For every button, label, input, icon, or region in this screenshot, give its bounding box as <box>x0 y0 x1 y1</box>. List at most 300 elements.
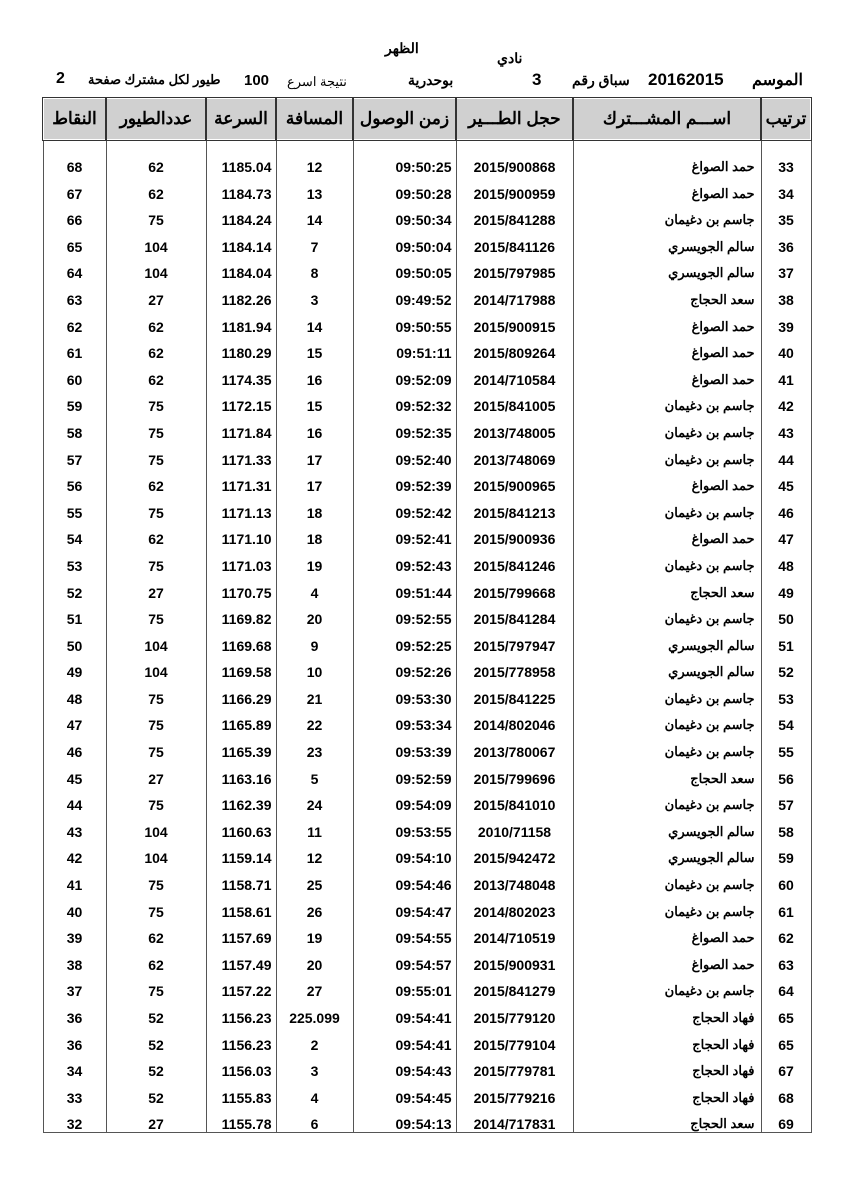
cell-speed: 1169.68 <box>206 627 276 654</box>
cell-pts: 60 <box>43 361 106 388</box>
cell-dist: 14 <box>276 308 353 335</box>
cell-ring: 2015/942472 <box>456 840 573 867</box>
cell-speed: 1155.78 <box>206 1106 276 1133</box>
cell-rank: 57 <box>761 787 811 814</box>
cell-time: 09:51:11 <box>353 335 456 362</box>
cell-dist: 14 <box>276 202 353 229</box>
cell-birds: 75 <box>106 707 206 734</box>
cell-birds: 75 <box>106 680 206 707</box>
cell-dist: 3 <box>276 281 353 308</box>
cell-dist: 18 <box>276 494 353 521</box>
cell-speed: 1171.84 <box>206 414 276 441</box>
cell-time: 09:54:47 <box>353 893 456 920</box>
cell-dist: 2 <box>276 1026 353 1053</box>
cell-speed: 1174.35 <box>206 361 276 388</box>
cell-time: 09:52:25 <box>353 627 456 654</box>
cell-dist: 25 <box>276 866 353 893</box>
cell-speed: 1169.58 <box>206 654 276 681</box>
cell-speed: 1171.10 <box>206 521 276 548</box>
cell-name: حمد الصواغ <box>573 308 761 335</box>
cell-pts: 34 <box>43 1053 106 1080</box>
cell-name: جاسم بن دغيمان <box>573 680 761 707</box>
table-row <box>43 361 811 388</box>
cell-birds: 75 <box>106 441 206 468</box>
per-page-label: طيور لكل مشترك صفحة <box>88 72 221 87</box>
cell-rank: 35 <box>761 202 811 229</box>
cell-birds: 62 <box>106 335 206 362</box>
table-row <box>43 308 811 335</box>
cell-time: 09:54:45 <box>353 1079 456 1106</box>
cell-rank: 38 <box>761 281 811 308</box>
cell-birds: 27 <box>106 1106 206 1133</box>
cell-ring: 2015/841279 <box>456 973 573 1000</box>
cell-dist: 19 <box>276 920 353 947</box>
cell-time: 09:54:10 <box>353 840 456 867</box>
page-number: 2 <box>56 70 65 87</box>
cell-ring: 2015/841005 <box>456 388 573 415</box>
table-row <box>43 707 811 734</box>
cell-speed: 1166.29 <box>206 680 276 707</box>
cell-ring: 2015/779781 <box>456 1053 573 1080</box>
cell-birds: 104 <box>106 255 206 282</box>
cell-name: سالم الجويسري <box>573 813 761 840</box>
result-label: نتيجة اسرع <box>287 74 347 89</box>
cell-rank: 63 <box>761 946 811 973</box>
column-header-pts: النقاط <box>43 98 106 140</box>
cell-speed: 1182.26 <box>206 281 276 308</box>
cell-time: 09:52:35 <box>353 414 456 441</box>
table-row <box>43 866 811 893</box>
cell-ring: 2015/841225 <box>456 680 573 707</box>
cell-dist: 22 <box>276 707 353 734</box>
cell-speed: 1171.03 <box>206 547 276 574</box>
cell-pts: 36 <box>43 1026 106 1053</box>
cell-ring: 2014/710584 <box>456 361 573 388</box>
table-row <box>43 813 811 840</box>
table-row <box>43 228 811 255</box>
cell-time: 09:54:09 <box>353 787 456 814</box>
cell-dist: 10 <box>276 654 353 681</box>
cell-birds: 75 <box>106 388 206 415</box>
cell-speed: 1156.23 <box>206 1026 276 1053</box>
season-value: 20162015 <box>648 70 724 89</box>
cell-pts: 49 <box>43 654 106 681</box>
cell-pts: 39 <box>43 920 106 947</box>
cell-dist: 15 <box>276 335 353 362</box>
cell-ring: 2015/900931 <box>456 946 573 973</box>
cell-dist: 5 <box>276 760 353 787</box>
cell-time: 09:52:55 <box>353 601 456 628</box>
cell-pts: 46 <box>43 733 106 760</box>
race-label: سباق رقم <box>572 72 630 88</box>
cell-birds: 75 <box>106 866 206 893</box>
cell-speed: 1171.33 <box>206 441 276 468</box>
table-row <box>43 547 811 574</box>
cell-speed: 1169.82 <box>206 601 276 628</box>
cell-dist: 24 <box>276 787 353 814</box>
cell-pts: 54 <box>43 521 106 548</box>
cell-rank: 44 <box>761 441 811 468</box>
cell-speed: 1156.03 <box>206 1053 276 1080</box>
cell-time: 09:49:52 <box>353 281 456 308</box>
cell-ring: 2015/841126 <box>456 228 573 255</box>
cell-birds: 75 <box>106 973 206 1000</box>
cell-speed: 1163.16 <box>206 760 276 787</box>
table-row <box>43 760 811 787</box>
cell-ring: 2015/900965 <box>456 468 573 495</box>
cell-rank: 69 <box>761 1106 811 1133</box>
cell-name: فهاد الحجاج <box>573 1026 761 1053</box>
cell-pts: 52 <box>43 574 106 601</box>
cell-time: 09:50:25 <box>353 140 456 175</box>
table-row <box>43 601 811 628</box>
cell-rank: 42 <box>761 388 811 415</box>
cell-rank: 56 <box>761 760 811 787</box>
cell-speed: 1160.63 <box>206 813 276 840</box>
cell-speed: 1170.75 <box>206 574 276 601</box>
cell-name: جاسم بن دغيمان <box>573 733 761 760</box>
cell-dist: 3 <box>276 1053 353 1080</box>
cell-time: 09:52:43 <box>353 547 456 574</box>
cell-birds: 62 <box>106 521 206 548</box>
cell-pts: 50 <box>43 627 106 654</box>
cell-rank: 47 <box>761 521 811 548</box>
cell-name: جاسم بن دغيمان <box>573 893 761 920</box>
table-row <box>43 175 811 202</box>
cell-birds: 75 <box>106 893 206 920</box>
cell-time: 09:52:39 <box>353 468 456 495</box>
cell-birds: 62 <box>106 946 206 973</box>
table-row <box>43 281 811 308</box>
cell-speed: 1159.14 <box>206 840 276 867</box>
cell-ring: 2014/710519 <box>456 920 573 947</box>
cell-ring: 2015/797947 <box>456 627 573 654</box>
cell-time: 09:54:43 <box>353 1053 456 1080</box>
cell-name: جاسم بن دغيمان <box>573 787 761 814</box>
results-table <box>42 97 812 1133</box>
cell-speed: 1171.31 <box>206 468 276 495</box>
cell-pts: 32 <box>43 1106 106 1133</box>
table-row <box>43 202 811 229</box>
cell-birds: 27 <box>106 574 206 601</box>
table-row <box>43 441 811 468</box>
cell-name: سعد الحجاج <box>573 760 761 787</box>
table-row <box>43 733 811 760</box>
cell-pts: 47 <box>43 707 106 734</box>
cell-dist: 6 <box>276 1106 353 1133</box>
cell-dist: 26 <box>276 893 353 920</box>
cell-dist: 4 <box>276 1079 353 1106</box>
cell-birds: 52 <box>106 999 206 1026</box>
cell-dist: 4 <box>276 574 353 601</box>
table-row <box>43 1026 811 1053</box>
cell-ring: 2015/779104 <box>456 1026 573 1053</box>
table-row <box>43 468 811 495</box>
cell-ring: 2014/802023 <box>456 893 573 920</box>
table-row <box>43 414 811 441</box>
cell-name: جاسم بن دغيمان <box>573 441 761 468</box>
cell-dist: 17 <box>276 441 353 468</box>
cell-rank: 48 <box>761 547 811 574</box>
cell-ring: 2015/900936 <box>456 521 573 548</box>
cell-ring: 2015/809264 <box>456 335 573 362</box>
cell-dist: 12 <box>276 840 353 867</box>
cell-pts: 48 <box>43 680 106 707</box>
cell-ring: 2015/841284 <box>456 601 573 628</box>
cell-name: فهاد الحجاج <box>573 1053 761 1080</box>
cell-speed: 1158.61 <box>206 893 276 920</box>
table-row <box>43 999 811 1026</box>
cell-time: 09:52:41 <box>353 521 456 548</box>
cell-dist: 16 <box>276 361 353 388</box>
cell-ring: 2015/779216 <box>456 1079 573 1106</box>
cell-rank: 62 <box>761 920 811 947</box>
cell-pts: 44 <box>43 787 106 814</box>
cell-name: جاسم بن دغيمان <box>573 601 761 628</box>
cell-birds: 104 <box>106 813 206 840</box>
cell-ring: 2010/71158 <box>456 813 573 840</box>
cell-rank: 54 <box>761 707 811 734</box>
cell-time: 09:50:05 <box>353 255 456 282</box>
cell-pts: 63 <box>43 281 106 308</box>
cell-birds: 75 <box>106 787 206 814</box>
cell-time: 09:50:28 <box>353 175 456 202</box>
cell-name: جاسم بن دغيمان <box>573 973 761 1000</box>
column-header-dist: المسافة <box>276 98 353 140</box>
cell-pts: 67 <box>43 175 106 202</box>
cell-birds: 75 <box>106 547 206 574</box>
club-name: الظهر <box>385 40 419 56</box>
cell-time: 09:54:41 <box>353 1026 456 1053</box>
cell-dist: 15 <box>276 388 353 415</box>
cell-time: 09:53:55 <box>353 813 456 840</box>
cell-birds: 62 <box>106 308 206 335</box>
cell-name: حمد الصواغ <box>573 521 761 548</box>
cell-ring: 2015/900868 <box>456 140 573 175</box>
cell-time: 09:52:32 <box>353 388 456 415</box>
cell-time: 09:53:39 <box>353 733 456 760</box>
cell-speed: 1184.14 <box>206 228 276 255</box>
cell-ring: 2013/748048 <box>456 866 573 893</box>
cell-dist: 20 <box>276 601 353 628</box>
table-row <box>43 140 811 175</box>
cell-name: فهاد الحجاج <box>573 1079 761 1106</box>
cell-name: جاسم بن دغيمان <box>573 388 761 415</box>
cell-ring: 2015/841246 <box>456 547 573 574</box>
cell-rank: 53 <box>761 680 811 707</box>
table-row <box>43 787 811 814</box>
cell-ring: 2013/748005 <box>456 414 573 441</box>
cell-rank: 33 <box>761 140 811 175</box>
cell-rank: 46 <box>761 494 811 521</box>
cell-birds: 104 <box>106 228 206 255</box>
cell-ring: 2015/779120 <box>456 999 573 1026</box>
cell-time: 09:52:26 <box>353 654 456 681</box>
cell-ring: 2015/778958 <box>456 654 573 681</box>
cell-speed: 1165.39 <box>206 733 276 760</box>
cell-rank: 41 <box>761 361 811 388</box>
table-row <box>43 1053 811 1080</box>
table-row <box>43 335 811 362</box>
table-row <box>43 920 811 947</box>
table-row <box>43 973 811 1000</box>
cell-rank: 61 <box>761 893 811 920</box>
column-header-name: اســـم المشـــترك <box>573 98 761 140</box>
cell-name: جاسم بن دغيمان <box>573 202 761 229</box>
cell-speed: 1157.49 <box>206 946 276 973</box>
cell-rank: 36 <box>761 228 811 255</box>
cell-rank: 52 <box>761 654 811 681</box>
cell-birds: 104 <box>106 627 206 654</box>
cell-ring: 2015/900915 <box>456 308 573 335</box>
cell-speed: 1184.73 <box>206 175 276 202</box>
table-row <box>43 654 811 681</box>
cell-speed: 1181.94 <box>206 308 276 335</box>
cell-time: 09:53:30 <box>353 680 456 707</box>
cell-dist: 20 <box>276 946 353 973</box>
column-header-time: زمن الوصول <box>353 98 456 140</box>
cell-pts: 37 <box>43 973 106 1000</box>
table-row <box>43 840 811 867</box>
cell-speed: 1172.15 <box>206 388 276 415</box>
cell-dist: 13 <box>276 175 353 202</box>
cell-time: 09:55:01 <box>353 973 456 1000</box>
cell-speed: 1157.69 <box>206 920 276 947</box>
cell-speed: 1171.13 <box>206 494 276 521</box>
cell-rank: 58 <box>761 813 811 840</box>
cell-name: حمد الصواغ <box>573 140 761 175</box>
cell-name: جاسم بن دغيمان <box>573 494 761 521</box>
table-row <box>43 1079 811 1106</box>
cell-birds: 62 <box>106 920 206 947</box>
cell-time: 09:54:57 <box>353 946 456 973</box>
cell-pts: 56 <box>43 468 106 495</box>
column-header-rank: ترتيب <box>761 98 811 140</box>
cell-pts: 65 <box>43 228 106 255</box>
cell-rank: 68 <box>761 1079 811 1106</box>
cell-ring: 2014/717988 <box>456 281 573 308</box>
cell-ring: 2015/841288 <box>456 202 573 229</box>
cell-time: 09:54:55 <box>353 920 456 947</box>
cell-time: 09:50:04 <box>353 228 456 255</box>
season-label: الموسم <box>752 72 803 89</box>
cell-rank: 40 <box>761 335 811 362</box>
cell-rank: 65 <box>761 1026 811 1053</box>
cell-rank: 43 <box>761 414 811 441</box>
cell-ring: 2013/780067 <box>456 733 573 760</box>
cell-name: حمد الصواغ <box>573 335 761 362</box>
cell-dist: 11 <box>276 813 353 840</box>
cell-name: جاسم بن دغيمان <box>573 547 761 574</box>
cell-name: حمد الصواغ <box>573 361 761 388</box>
cell-rank: 45 <box>761 468 811 495</box>
column-header-ring: حجل الطـــير <box>456 98 573 140</box>
cell-name: سعد الحجاج <box>573 574 761 601</box>
cell-rank: 34 <box>761 175 811 202</box>
cell-pts: 64 <box>43 255 106 282</box>
column-header-birds: عددالطيور <box>106 98 206 140</box>
cell-birds: 75 <box>106 202 206 229</box>
race-location: بوحدرية <box>408 72 454 88</box>
cell-birds: 104 <box>106 654 206 681</box>
cell-name: جاسم بن دغيمان <box>573 866 761 893</box>
cell-pts: 45 <box>43 760 106 787</box>
birds-count: 100 <box>244 72 270 89</box>
cell-rank: 64 <box>761 973 811 1000</box>
cell-speed: 1184.24 <box>206 202 276 229</box>
cell-birds: 52 <box>106 1053 206 1080</box>
cell-rank: 51 <box>761 627 811 654</box>
cell-time: 09:54:13 <box>353 1106 456 1133</box>
cell-rank: 37 <box>761 255 811 282</box>
cell-speed: 1180.29 <box>206 335 276 362</box>
cell-time: 09:54:41 <box>353 999 456 1026</box>
cell-dist: 19 <box>276 547 353 574</box>
cell-ring: 2013/748069 <box>456 441 573 468</box>
cell-ring: 2015/841010 <box>456 787 573 814</box>
table-row <box>43 946 811 973</box>
cell-dist: 8 <box>276 255 353 282</box>
cell-dist: 9 <box>276 627 353 654</box>
cell-time: 09:54:46 <box>353 866 456 893</box>
cell-dist: 21 <box>276 680 353 707</box>
cell-name: حمد الصواغ <box>573 920 761 947</box>
cell-ring: 2015/797985 <box>456 255 573 282</box>
cell-pts: 59 <box>43 388 106 415</box>
cell-birds: 104 <box>106 840 206 867</box>
cell-rank: 65 <box>761 999 811 1026</box>
cell-dist: 27 <box>276 973 353 1000</box>
cell-name: سعد الحجاج <box>573 281 761 308</box>
cell-dist: 17 <box>276 468 353 495</box>
cell-time: 09:52:59 <box>353 760 456 787</box>
cell-pts: 61 <box>43 335 106 362</box>
cell-rank: 67 <box>761 1053 811 1080</box>
cell-name: سالم الجويسري <box>573 627 761 654</box>
cell-ring: 2014/802046 <box>456 707 573 734</box>
cell-ring: 2014/717831 <box>456 1106 573 1133</box>
cell-dist: 23 <box>276 733 353 760</box>
cell-rank: 39 <box>761 308 811 335</box>
cell-pts: 68 <box>43 140 106 175</box>
cell-name: جاسم بن دغيمان <box>573 414 761 441</box>
cell-rank: 55 <box>761 733 811 760</box>
table-header <box>43 98 811 140</box>
cell-pts: 33 <box>43 1079 106 1106</box>
cell-ring: 2015/799696 <box>456 760 573 787</box>
cell-birds: 62 <box>106 175 206 202</box>
cell-rank: 60 <box>761 866 811 893</box>
cell-name: سالم الجويسري <box>573 228 761 255</box>
cell-ring: 2015/900959 <box>456 175 573 202</box>
cell-name: سالم الجويسري <box>573 654 761 681</box>
cell-pts: 38 <box>43 946 106 973</box>
cell-speed: 1158.71 <box>206 866 276 893</box>
table-row <box>43 680 811 707</box>
cell-name: سالم الجويسري <box>573 840 761 867</box>
cell-pts: 41 <box>43 866 106 893</box>
cell-speed: 1157.22 <box>206 973 276 1000</box>
cell-pts: 40 <box>43 893 106 920</box>
cell-birds: 75 <box>106 601 206 628</box>
cell-time: 09:52:40 <box>353 441 456 468</box>
table-row <box>43 521 811 548</box>
cell-dist: 7 <box>276 228 353 255</box>
cell-name: حمد الصواغ <box>573 468 761 495</box>
table-row <box>43 388 811 415</box>
club-label: نادي <box>497 50 523 66</box>
cell-rank: 59 <box>761 840 811 867</box>
